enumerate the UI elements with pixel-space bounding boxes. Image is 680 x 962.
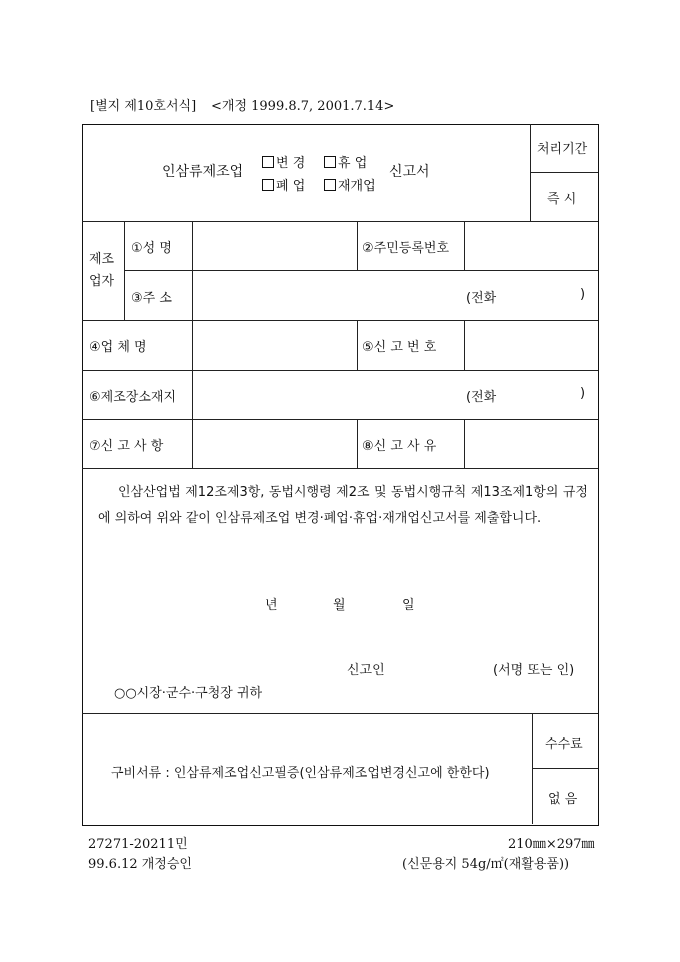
business-name-label: ④업 체 명 (89, 340, 147, 355)
resident-number-label: ②주민등록번호 (362, 241, 450, 256)
fee-value: 없 음 (548, 792, 578, 807)
factory-location-label: ⑥제조장소재지 (89, 390, 177, 405)
option-suspend[interactable]: 휴 업 (324, 152, 367, 171)
checkbox-icon (324, 156, 336, 168)
paper-size: 210㎜×297㎜ (508, 837, 595, 852)
manufacturer-group-label: 제조 업자 (89, 252, 115, 289)
form-frame (82, 124, 599, 826)
option-reopen[interactable]: 재개업 (324, 175, 376, 194)
title-prefix: 인삼류제조업 (162, 164, 244, 180)
processing-label: 처리기간 (537, 142, 588, 157)
report-number-label: ⑤신 고 번 호 (362, 340, 437, 355)
checkbox-icon (262, 156, 274, 168)
required-documents: 구비서류 : 인삼류제조업신고필증(인삼류제조업변경신고에 한한다) (111, 766, 490, 781)
report-reason-label: ⑧신 고 사 유 (362, 439, 437, 454)
option-change[interactable]: 변 경 (262, 152, 305, 171)
fee-label: 수수료 (545, 737, 583, 752)
option-close[interactable]: 폐 업 (262, 175, 305, 194)
address-phone-open: (전화 (466, 291, 497, 306)
addressee: ○○시장·군수·구청장 귀하 (114, 686, 263, 701)
revision-note: <개정 1999.8.7, 2001.7.14> (211, 99, 395, 114)
signature-label: (서명 또는 인) (493, 663, 575, 678)
form-code: 27271-20211민 (88, 837, 188, 852)
form-number: [별지 제10호서식] (90, 99, 197, 114)
date-day: 일 (402, 598, 415, 613)
checkbox-icon (262, 179, 274, 191)
name-label: ①성 명 (131, 241, 172, 256)
date-month: 월 (333, 598, 346, 613)
report-items-label: ⑦신 고 사 항 (89, 439, 164, 454)
factory-phone-close: ) (580, 386, 586, 401)
factory-phone-open: (전화 (466, 390, 497, 405)
title-suffix: 신고서 (389, 164, 430, 180)
statement-body: 인삼산업법 제12조제3항, 동법시행령 제2조 및 동법시행규칙 제13조제1항의 규정에 의하여 위와 같이 인삼류제조업 변경·폐업·휴업·재개업신고서를 제출합니다. (98, 485, 588, 526)
reporter-label: 신고인 (347, 663, 385, 678)
address-label: ③주 소 (131, 291, 172, 306)
address-phone-close: ) (580, 287, 586, 302)
checkbox-icon (324, 179, 336, 191)
processing-value: 즉 시 (547, 192, 577, 207)
date-year: 년 (265, 598, 278, 613)
approval-date: 99.6.12 개정승인 (88, 857, 192, 872)
paper-type: (신문용지 54g/㎡(재활용품)) (402, 857, 570, 872)
